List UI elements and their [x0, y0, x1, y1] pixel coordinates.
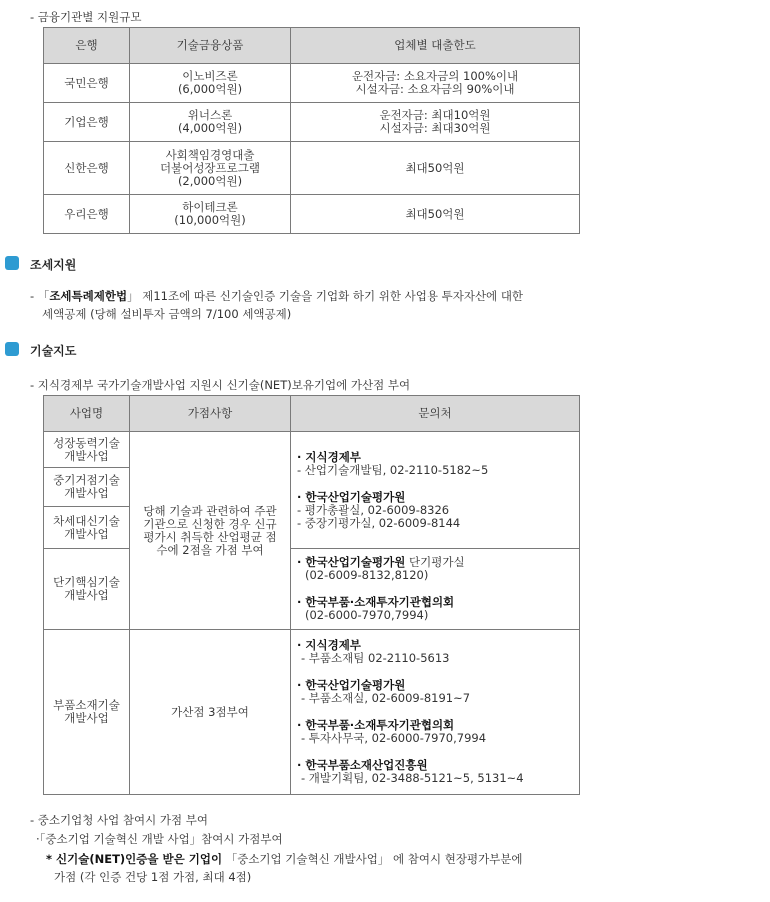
- contact-org: · 한국산업기술평가원: [297, 678, 406, 692]
- table-row: [44, 432, 580, 468]
- contact-cell: [291, 549, 580, 630]
- contact-org: · 한국산업기술평가원: [297, 555, 406, 569]
- tax-line-1-rest: 」 제11조에 따른 신기술인증 기술을 기업화 하기 위한 사업용 투자자산에 대한: [127, 289, 524, 303]
- contact-cell: [291, 630, 580, 795]
- table-row: [44, 549, 580, 630]
- contact-detail: (02-6009-8132,8120): [305, 568, 429, 582]
- table-row: [44, 195, 580, 234]
- table-row: [44, 103, 580, 142]
- bonus-cell: 가산점 3점부여: [130, 630, 291, 795]
- contact-org: · 지식경제부: [297, 449, 361, 464]
- col-header-limit: 업체별 대출한도: [291, 28, 580, 64]
- limit-cell: 운전자금: 최대10억원 시설자금: 최대30억원: [291, 103, 580, 142]
- contact-cell: [291, 432, 580, 549]
- contact-suffix: 단기평가실: [405, 555, 465, 569]
- program-cell: 차세대신기술 개발사업: [44, 507, 130, 549]
- tax-law-name: 조세특례제한법: [49, 289, 128, 303]
- contact-detail: - 부품소재팀 02-2110-5613: [301, 651, 450, 665]
- section-title-tax: 조세지원: [30, 258, 77, 272]
- product-cell: 사회책임경영대출 더불어성장프로그램 (2,000억원): [130, 142, 291, 195]
- program-cell: 중기거점기술 개발사업: [44, 468, 130, 507]
- table-row: [44, 142, 580, 195]
- tax-prefix: - 「: [30, 289, 50, 303]
- program-cell: 단기핵심기술 개발사업: [44, 549, 130, 630]
- program-cell: 부품소재기술 개발사업: [44, 630, 130, 795]
- contact-detail: - 산업기술개발팀, 02-2110-5182~5: [297, 462, 489, 477]
- bank-cell: 신한은행: [44, 142, 130, 195]
- tax-line-2: 세액공제 (당해 설비투자 금액의 7/100 세액공제): [42, 307, 292, 321]
- product-cell: 이노비즈론 (6,000억원): [130, 64, 291, 103]
- col-header-contact: 문의처: [291, 396, 580, 432]
- sme-note-line-1: [46, 851, 523, 867]
- guidance-header-row: [44, 396, 580, 432]
- contact-detail: - 개발기획팀, 02-3488-5121~5, 5131~4: [301, 771, 524, 785]
- guidance-table: [43, 395, 580, 795]
- contact-org: · 지식경제부: [297, 638, 361, 652]
- col-header-bonus: 가점사항: [130, 396, 291, 432]
- limit-cell: 최대50억원: [291, 195, 580, 234]
- section-bullet-icon: [5, 342, 19, 356]
- table-row: [44, 64, 580, 103]
- section-title-guidance: 기술지도: [30, 344, 77, 358]
- tax-line-1: [30, 288, 523, 304]
- table-row: [44, 630, 580, 795]
- contact-org: · 한국부품소재산업진흥원: [297, 758, 428, 772]
- finance-header-row: [44, 28, 580, 64]
- contact-org: · 한국산업기술평가원: [297, 489, 406, 504]
- limit-cell: 운전자금: 소요자금의 100%이내 시설자금: 소요자금의 90%이내: [291, 64, 580, 103]
- sme-note-bold: * 신기술(NET)인증을 받은 기업이: [46, 852, 223, 866]
- col-header-product: 기술금융상품: [130, 28, 291, 64]
- contact-detail: - 평가총괄실, 02-6009-8326 - 중장기평가실, 02-6009-8144: [297, 502, 461, 530]
- program-cell: 성장동력기술 개발사업: [44, 432, 130, 468]
- finance-table: [43, 27, 580, 234]
- contact-detail: (02-6000-7970,7994): [305, 608, 429, 622]
- finance-heading: - 금융기관별 지원규모: [30, 10, 142, 24]
- sme-heading: - 중소기업청 사업 참여시 가점 부여: [30, 813, 208, 827]
- contact-detail: - 투자사무국, 02-6000-7970,7994: [301, 731, 487, 745]
- product-cell: 하이테크론 (10,000억원): [130, 195, 291, 234]
- contact-org: · 한국부품·소재투자기관협의회: [297, 718, 455, 732]
- product-cell: 위너스론 (4,000억원): [130, 103, 291, 142]
- limit-cell: 최대50억원: [291, 142, 580, 195]
- bonus-cell: 당해 기술과 관련하여 주관 기관으로 신청한 경우 신규 평가시 취득한 산업평균 점 수에 2점을 가점 부여: [130, 432, 291, 630]
- contact-detail: - 부품소재실, 02-6009-8191~7: [301, 691, 471, 705]
- col-header-bank: 은행: [44, 28, 130, 64]
- bank-cell: 국민은행: [44, 64, 130, 103]
- contact-org: · 한국부품·소재투자기관협의회: [297, 595, 455, 609]
- guidance-heading: - 지식경제부 국가기술개발사업 지원시 신기술(NET)보유기업에 가산점 부여: [30, 378, 411, 392]
- sme-note-line-2: 가점 (각 인증 건당 1점 가점, 최대 4점): [54, 870, 252, 884]
- bank-cell: 기업은행: [44, 103, 130, 142]
- bank-cell: 우리은행: [44, 195, 130, 234]
- section-bullet-icon: [5, 256, 19, 270]
- sme-note-rest: 「중소기업 기술혁신 개발사업」 에 참여시 현장평가부분에: [222, 852, 523, 866]
- col-header-program: 사업명: [44, 396, 130, 432]
- sme-subheading: ·「중소기업 기술혁신 개발 사업」참여시 가점부여: [36, 832, 283, 846]
